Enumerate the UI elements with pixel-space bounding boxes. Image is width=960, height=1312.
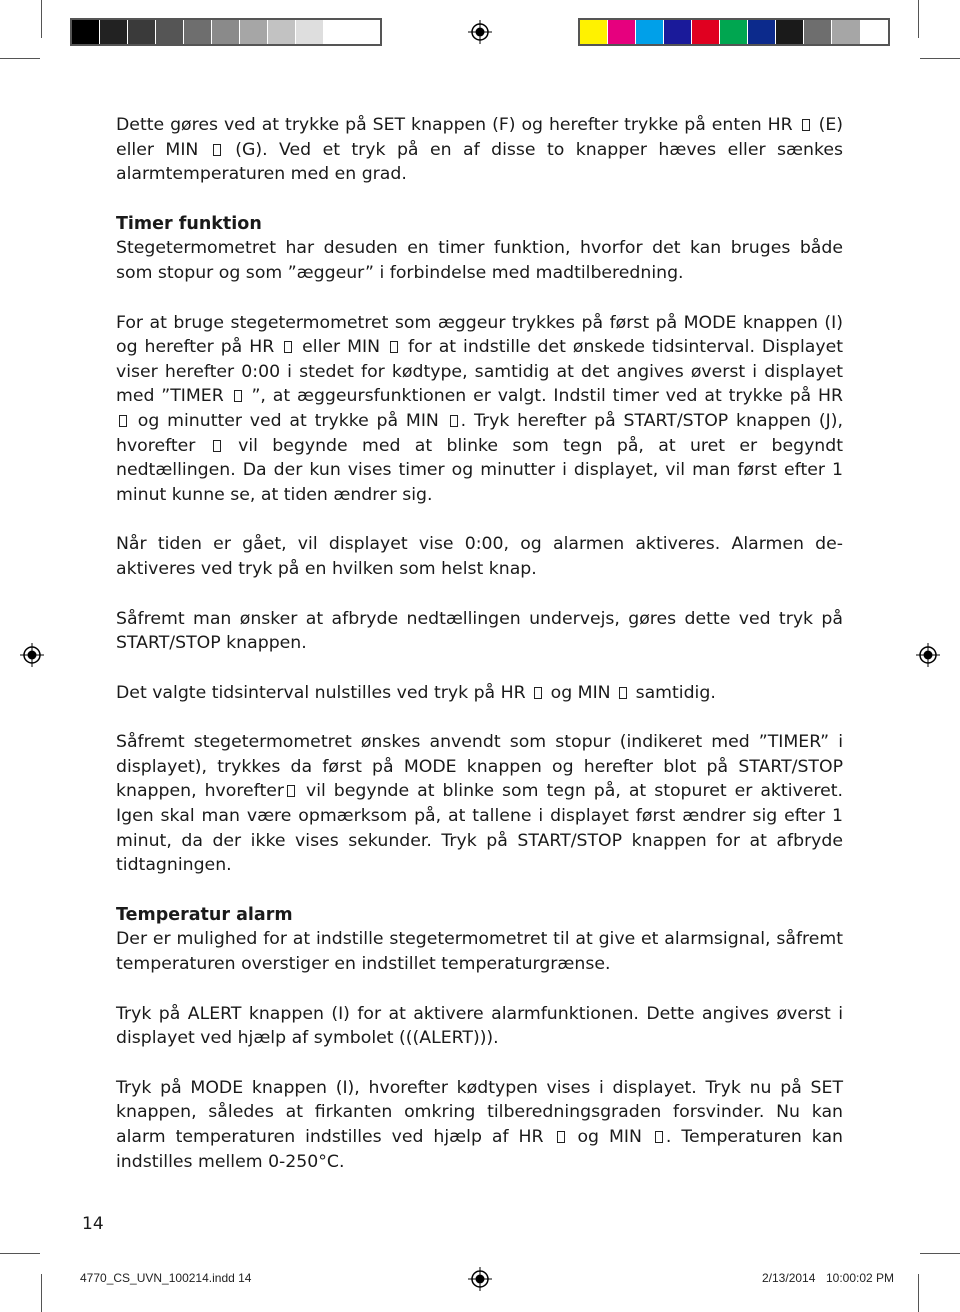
crop-mark [918, 1274, 919, 1312]
paragraph: Dette gøres ved at trykke på SET knappen (F) og herefter trykke på enten HR (E) eller MIN (G). Ved et tryk på en af disse to knapper hæves eller sænkes alarmtemperaturen med en grad. [116, 115, 843, 185]
color-swatch [72, 20, 100, 44]
missing-glyph-icon [557, 1131, 565, 1143]
missing-glyph-icon [450, 415, 458, 427]
paragraph: Der er mulighed for at indstille stegetermometret til at give et alarmsignal, såfremt temperaturen overstiger en indstillet temperaturgrænse. [116, 929, 843, 975]
paragraph: Såfremt man ønsker at afbryde nedtællingen undervejs, gøres dette ved tryk på START/STOP knappen. [116, 608, 843, 654]
slug-time: 10:00:02 PM [826, 1271, 895, 1285]
color-swatch [636, 20, 664, 44]
crop-mark [0, 58, 40, 59]
paragraph: Tryk på MODE knappen (I), hvorefter kødtypen vises i displayet. Tryk nu på SET knappen, således at firkanten omkring tilberedningsgraden forsvinder. Nu kan alarm temperaturen indstilles ved hjælp af HR og MIN . Temperaturen kan indstilles mellem 0-250°C. [116, 1077, 843, 1172]
color-swatch [664, 20, 692, 44]
missing-glyph-icon [390, 341, 398, 353]
missing-glyph-icon [287, 785, 295, 797]
color-swatch [128, 20, 156, 44]
missing-glyph-icon [655, 1131, 663, 1143]
color-swatch [100, 20, 128, 44]
color-swatch [776, 20, 804, 44]
color-swatch [296, 20, 324, 44]
registration-target-icon [20, 643, 44, 667]
color-swatch [832, 20, 860, 44]
missing-glyph-icon [213, 144, 221, 156]
section-heading-alarm: Temperatur alarm [116, 904, 293, 925]
paragraph: Såfremt stegetermometret ønskes anvendt som stopur (indikeret med ”TIMER” i displayet), trykkes da først på MODE knappen og herefter blot på START/STOP knappen, hvorefter vil begynde at blinke som tegn på, at stopuret er aktiveret. Igen skal man være opmærksom på, at tallene i displayet først ændrer sig efter 1 minut, da der ikke vises sekunder. Tryk på START/STOP knappen for at afbryde tidtagningen. [116, 732, 843, 876]
crop-mark [41, 1274, 42, 1312]
page-number: 14 [82, 1214, 104, 1234]
registration-target-icon [468, 20, 492, 44]
paragraph: Tryk på ALERT knappen (I) for at aktivere alarmfunktionen. Dette angives øverst i displayet ved hjælp af symbolet (((ALERT))). [116, 1003, 843, 1049]
color-swatch [324, 20, 352, 44]
color-swatch [184, 20, 212, 44]
section-heading-timer: Timer funktion [116, 213, 262, 234]
missing-glyph-icon [119, 415, 127, 427]
color-swatch [212, 20, 240, 44]
paragraph: Stegetermometret har desuden en timer funktion, hvorfor det kan bruges både som stopur og som ”æggeur” i forbindelse med madtilberedning. [116, 238, 843, 283]
color-swatch [268, 20, 296, 44]
missing-glyph-icon [619, 687, 627, 699]
missing-glyph-icon [213, 440, 221, 452]
slug-file-name: 4770_CS_UVN_100214.indd 14 [80, 1271, 252, 1285]
crop-mark [920, 58, 960, 59]
paragraph: Når tiden er gået, vil displayet vise 0:00, og alarmen aktiveres. Alarmen de-aktiveres ved tryk på en hvilken som helst knap. [116, 534, 843, 579]
missing-glyph-icon [534, 687, 542, 699]
crop-mark [918, 0, 919, 38]
color-swatch [156, 20, 184, 44]
missing-glyph-icon [284, 341, 292, 353]
paragraph: Det valgte tidsinterval nulstilles ved tryk på HR og MIN samtidig. [116, 682, 716, 703]
missing-glyph-icon [234, 390, 242, 402]
document-body [116, 113, 843, 1174]
color-swatch [692, 20, 720, 44]
crop-mark [41, 0, 42, 38]
slug-date: 2/13/2014 [762, 1271, 816, 1285]
paragraph: For at bruge stegetermometret som æggeur trykkes på først på MODE knappen (I) og herefter på HR eller MIN for at indstille det ønskede tidsinterval. Displayet viser herefter 0:00 i stedet for kødtype, samtidig at det angives øverst i displayet med ”TIMER ”, at æggeursfunktionen er valgt. Indstil timer ved at trykke på HR og minutter ved at trykke på MIN . Tryk herefter på START/STOP knappen (J), hvorefter vil begynde med at blinke som tegn på, at uret er begyndt nedtællingen. Da der kun vises timer og minutter i displayet, vil man først efter 1 minut kunne se, at tiden ændrer sig. [116, 312, 844, 505]
color-swatch [748, 20, 776, 44]
crop-mark [0, 1253, 40, 1254]
color-swatch [580, 20, 608, 44]
process-color-bar [578, 18, 890, 46]
color-swatch [240, 20, 268, 44]
color-swatch [720, 20, 748, 44]
registration-target-icon [468, 1267, 492, 1291]
crop-mark [920, 1253, 960, 1254]
color-swatch [608, 20, 636, 44]
grayscale-color-bar [70, 18, 382, 46]
registration-target-icon [916, 643, 940, 667]
color-swatch [804, 20, 832, 44]
missing-glyph-icon [802, 119, 810, 131]
